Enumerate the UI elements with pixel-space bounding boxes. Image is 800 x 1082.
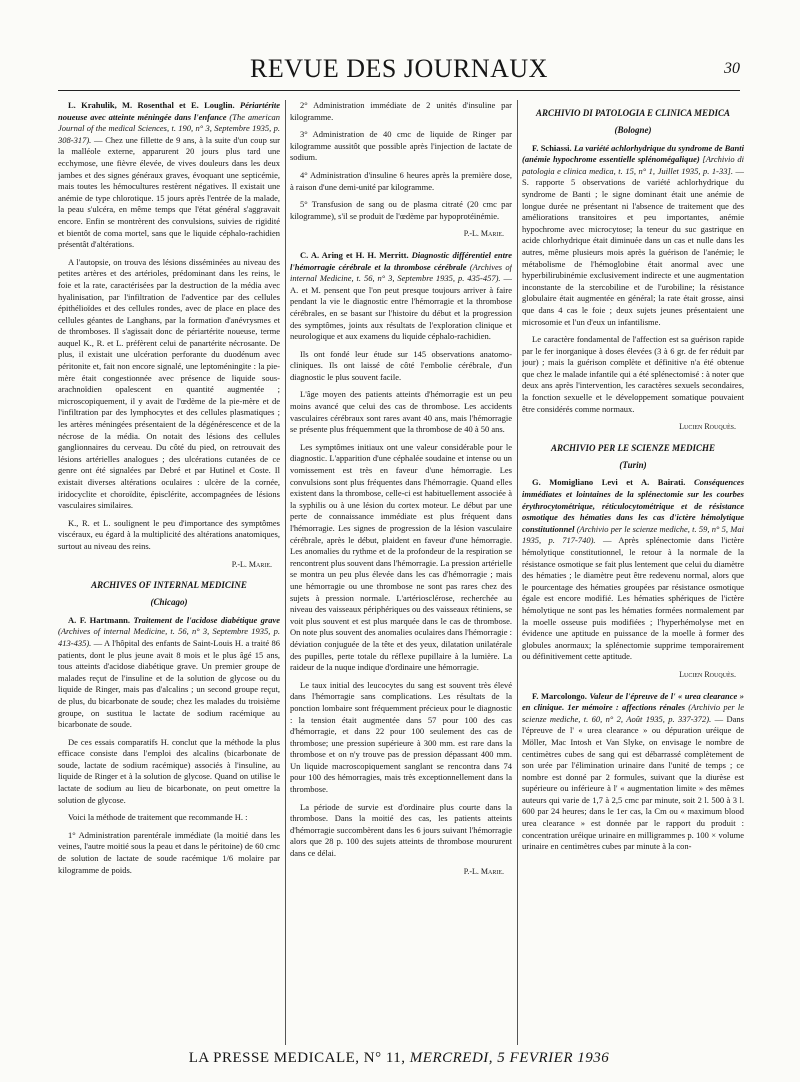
article-text: — A l'hôpital des enfants de Saint-Louis H. a traité 86 patients, dont le plus jeune avait 8 mois et le plus âgé 15 ans, tous atteints d'acidose diabétique grave. Un premier groupe de malades reçut de l'insuline et de la solution de glycose ou du liquide de Ringer, mais pas d'alcalins ; un second groupe reçut, de plus, du bicarbonate de soude; chez les malades du troisième groupe, on sustitua le lactate de sodium racémique au bicarbonate de soude. <box>58 637 280 730</box>
article-title: Diagnostic différentiel entre l'hémorragie cérébrale et la thrombose cérébrale <box>290 249 512 272</box>
journal-heading: ARCHIVIO PER LE SCIENZE MEDICHE <box>550 442 716 453</box>
article-text: — Dans l'épreuve de l' « urea clearance » ou dépuration uréique de Möller, Mac Intosh et Van Slyke, on envisage le nombre de centimètres cubes de sang qui est débarrassé complètement de son urée par l'élimination urinaire dans l'unité de temps ; ce nombre est donné par 2 formules, suivant que la diurèse est supérieure ou inférieure à l' « augmentation limite » des mêmes auteurs qui varie de 1,7 à 2,5 cmc par minute, soit 2 l. 500 à 3 l. 600 par 24 heures; dans le 1er cas, la Cm ou « maximum blood urea clearance » est donnée par le rapport du produit : concentration uréique urinaire en milligrammes p. 100 × volume urinaire en centimètres cubes par minute à la con- <box>522 713 744 852</box>
article-paragraph: Voici la méthode de traitement que recommande H. : <box>68 812 248 823</box>
column-3 <box>522 100 744 1045</box>
article-paragraph: Le taux initial des leucocytes du sang est souvent très élevé dans l'hémorragie sans complications. Les résultats de la ponction lombaire sont fréquemment précieux pour le diagnostic : la tension était augmentée dans 57 pour 100 des cas d'hémorragie, et dans 22 pour 100 seulement des cas de thrombose; une pression supérieure à 300 mm. est rare dans la thrombose et on n'y trouve pas de pression dépassant 400 mm. Un liquide macroscopiquement sanglant se rencontra dans 74 pour 100 des hémorragies, mais très exceptionnellement dans la thrombose. <box>290 679 512 795</box>
footer-date: MERCREDI, 5 FEVRIER 1936 <box>409 1050 610 1066</box>
column-2 <box>290 100 512 1045</box>
article-authors: C. A. Aring et H. H. Merritt. <box>300 249 409 260</box>
page-number: 30 <box>724 60 740 77</box>
article-paragraph: L'âge moyen des patients atteints d'hémorragie est un peu moins avancé que celui des cas de thrombose. Les accidents vasculaires cérébraux sont rares avant 40 ans, mais l'hémorragie se présente plus fréquemment que la thrombose de 40 à 50 ans. <box>290 389 512 435</box>
page-header <box>58 54 740 92</box>
article-paragraph: La période de survie est d'ordinaire plus courte dans la thrombose. Dans la moitié des cas, les patients atteints d'hémorragie succombèrent dans les 6 jours suivant l'hémorragie alors que 28 p. 100 des sujets atteints de thrombose moururent dans ce délai. <box>290 801 512 859</box>
article-title: Périartérite noueuse avec atteinte méningée dans l'enfance <box>58 100 280 122</box>
article-marcolongo <box>522 691 744 853</box>
article-paragraph: Ils ont fondé leur étude sur 145 observations anatomo-cliniques. Ils ont laissé de côté l'embolie cérébrale, d'un diagnostic le plus souvent facile. <box>290 348 512 382</box>
journal-city: (Chicago) <box>150 597 188 608</box>
journal-heading: ARCHIVIO DI PATOLOGIA E CLINICA MEDICA <box>536 108 730 118</box>
article-authors: L. Krahulik, M. Rosenthal et E. Louglin. <box>68 100 235 110</box>
article-title: Traitement de l'acidose diabétique grave <box>133 614 280 625</box>
page-footer <box>58 1050 740 1067</box>
article-authors: F. Schiassi. <box>532 142 572 153</box>
column-1 <box>58 100 280 1045</box>
article-krahulik <box>58 100 280 251</box>
article-signature: P.-L. Marie. <box>463 866 504 876</box>
article-title: Valeur de l'épreuve de l' « urea clearance » en clinique. 1er mémoire : affections rénales <box>522 690 744 713</box>
article-reference: (Archivio per le scienze mediche, t. 60, n° 2, Août 1935, p. 337-372). <box>522 702 744 724</box>
columns <box>58 100 744 1045</box>
treatment-step: 2° Administration immédiate de 2 unités d'insuline par kilogramme. <box>290 100 512 122</box>
journal-city: (Bologne) <box>614 125 652 135</box>
article-paragraph: A l'autopsie, on trouva des lésions disséminées au niveau des petites artères et des artérioles, prédominant dans les reins, le foie et la rate, caractérisées par la destruction de la média avec hyalinisation, par l'infiltration de l'adventice par des cellules épithélioïdes et des cellules rondes, avec de place en place des cellules géantes de Langhans, par la formation d'anévrysmes et de thromboses. Il s'agissait donc de périartérite noueuse, terme auquel K., R. et L. préfèrent celui de panartérite nécrosante. De plus, il existait une ulcération perforante du duodénum avec péritonite et, fait non encore signalé, une leptoméningite : la pie-mère était congestionnée avec présence de liquide sous-arachnoïdien opalescent en quantité augmentée ; microscopiquement, il y avait de l'œdème de la pie-mère et de l'infiltration par des lymphocytes et des cellules plasmatiques ; les artères méningées présentaient de la dégénérescence et de la nécrose de la média. On notait des lésions des cellules ganglionnaires du cerveau. Du côté du pied, on retrouvait des lésions artérielles analogues ; des ulcérations cutanées de ce genre ont été signalées par Debré et par Hutinel et Coste. Il existait diverses altérations oculaires : ulcère de la cornée, iridocyclite et choroïdite, épisclérite, accompagnées de lésions vasculaires similaires. <box>58 256 280 511</box>
article-authors: G. Momigliano Levi et A. Bairati. <box>532 477 686 488</box>
article-signature: P.-L. Marie. <box>463 229 504 239</box>
article-paragraph: K., R. et L. soulignent le peu d'importance des symptômes viscéraux, eu égard à la multiplicité des altérations anatomiques, surtout au niveau des reins. <box>58 517 280 551</box>
header-rule <box>58 90 740 91</box>
article-text: — Après splénectomie dans l'ictère hémolytique constitutionnel, le retour à la normale de la résistance osmotique se fait plus lentement que celui du diamètre des hématies ; le diamètre peut être redevenu normal, alors que le pourcentage des hématies groupées par résistance osmotique égale est encore modifié. Les hématies sphériques de l'ictère hémolytique ne sont pas les hématies formées normalement par la moelle osseuse puis modifiées ; l'hyperhémolyse met en évidence une aptitude en puissance de la moelle à former des globules anormaux; la splénectomie supprime temporairement ou définitivement cette aptitude. <box>522 535 744 662</box>
footer-journal: LA PRESSE MEDICALE, N° 11, <box>188 1050 406 1066</box>
article-reference: (The american Journal of the medical Sciences, t. 190, n° 3, Septembre 1935, p. 308-317). <box>58 111 280 145</box>
article-signature: Lucien Rouquès. <box>679 669 736 679</box>
treatment-step: 3° Administration de 40 cmc de liquide de Ringer par kilogramme aussitôt que possible après l'injection de lactate de sodium. <box>290 129 512 163</box>
article-paragraph: Les symptômes initiaux ont une valeur considérable pour le diagnostic. L'apparition d'une céphalée soudaine et intense ou un vomissement est très en faveur d'une hémorragie. Les convulsions sont plus fréquentes dans l'hémorragie. Quand elles existent dans la thrombose, celle-ci est habituellement associée à la syphilis ou à une lésion du cortex moteur. Le début par une perte de connaissance immédiate est plus fréquent dans l'hémorragie. Les signes de progression de la lésion vasculaire cérébrale, après le début, plaident en faveur d'une hémorragie. Les anomalies du rythme et de la profondeur de la respiration se rencontrent plus souvent dans l'hémorragie. La pression artérielle se montra un peu plus élevée dans les cas d'hémorragie ; mais une hémorragie ou une thrombose ne sont pas rares chez des sujets à pression normale. L'artériosclérose, recherchée au niveau des vaisseaux périphériques ou des vaisseaux rétiniens, se voit plus souvent et est plus marquée dans le cas de thrombose. On note plus souvent des anomalies oculaires dans l'hémorragie : déviation conjuguée de la tête et des yeux, dilatation unilatérale des pupilles, perte totale du réflexe pupillaire à la lumière. La raideur de la nuque indique d'ordinaire une hémorragie. <box>290 441 512 673</box>
article-reference: [Archivio di patologia e clinica medica, t. 15, n° 1, Juillet 1935, p. 1-33]. <box>522 154 744 176</box>
article-reference: (Archives of internal Medicine, t. 56, n° 3, Septembre 1935, p. 413-435). <box>58 626 280 648</box>
article-signature: P.-L. Marie. <box>231 559 272 569</box>
journal-heading: ARCHIVES OF INTERNAL MEDICINE <box>91 580 247 591</box>
article-schiassi <box>522 143 744 329</box>
article-paragraph: 1° Administration parentérale immédiate (la moitié dans les veines, l'autre moitié sous la peau et dans le péritoine) de 60 cmc de solution de lactate de soude racémique 1/6 molaire par kilogramme de poids. <box>58 829 280 875</box>
treatment-step: 4° Administration d'insuline 6 heures après la première dose, à raison d'une demi-unité par kilogramme. <box>290 169 512 192</box>
article-signature: Lucien Rouquès. <box>679 422 736 432</box>
article-authors: F. Marcolongo. <box>532 690 587 701</box>
article-reference: (Archivio per le scienze mediche, t. 59, n° 5, Mai 1935, p. 717-740). <box>522 523 744 546</box>
article-text: — S. rapporte 5 observations de variété achlorhydrique du syndrome de Banti ; le signe dominant était une anémie de longue durée ne présentant ni l'absence de traitement que des améliorations transitoires et peu importantes, anémie hypochrome avec microcytose; la teneur du suc gastrique en acide chlorhydrique était diminuée dans un cas et nulle dans les autres, même plusieurs mois après la guérison de l'anémie; le métabolisme de l'hémoglobine était anormal avec une hyperbilirubinémie exclusivement indirecte et une augmentation inconstante de la stercobiline et de l'urobiline; la résistance globulaire était augmentée en général; la rate était grosse, ainsi que dans 4 cas le foie ; deux sujets jeunes présentaient une microsomie et l'un d'eux un infantilisme. <box>522 165 744 327</box>
journal-city: (Turin) <box>619 459 647 470</box>
article-paragraph: De ces essais comparatifs H. conclut que la méthode la plus efficace consiste dans l'emploi des alcalins (bicarbonate de soude, lactate de sodium racémique) associés à l'insuline, au liquide de Ringer et à la solution de glycose. Quand on utilise le lactate de sodium au lieu de bicarbonate, on peut omettre la solution de glycose. <box>58 736 280 805</box>
article-reference: (Archives of internal Medicine, t. 56, n° 3, Septembre 1935, p. 435-457). <box>290 261 512 284</box>
treatment-step: 5° Transfusion de sang ou de plasma citraté (20 cmc par kilogramme), s'il se produit de l'œdème par hypoprotéinémie. <box>290 199 512 221</box>
section-title: REVUE DES JOURNAUX <box>250 54 548 83</box>
article-hartmann <box>58 615 280 731</box>
article-text: — A. et M. pensent que l'on peut presque toujours arriver à faire pendant la vie le diagnostic entre l'hémorragie et la thrombose cérébrales, en se basant sur l'histoire du début et la progression des symptômes, joints aux résultats de l'exploration clinique et neurologique et aux examens du liquide céphalo-rachidien. <box>290 273 512 342</box>
article-title: La variété achlorhydrique du syndrome de Banti (anémie hypochrome essentielle splénomégalique) <box>522 142 744 165</box>
article-aring-merritt <box>290 250 512 343</box>
article-momigliano <box>522 477 744 663</box>
article-authors: A. F. Hartmann. <box>68 614 131 625</box>
article-title: Conséquences immédiates et lointaines de la splénectomie sur les courbes érythrocytométrique, réticulocytométrique et de résistance osmotique des hématies dans les cas d'ictère hémolytique constitutionnel <box>522 477 744 534</box>
article-text: — Chez une fillette de 9 ans, à la suite d'un coup sur la malléole externe, apparurent 20 jours plus tard une ecchymose, une fièvre élevée, de vives douleurs dans les deux jambes et des signes généraux graves, évoquant une septicémie, mais toutes les hémocultures restèrent négatives. Il existait une anémie de type chlorotique. 15 jours après l'entrée de la malade, la peau s'ulcéra, en même temps que l'état général s'aggravait encore. Enfin se montrèrent des convulsions, suivies de rigidité et bientôt de coma mortel, sans que le liquide céphalo-rachidien présentât d'altérations. <box>58 134 280 250</box>
article-paragraph: Le caractère fondamental de l'affection est sa guérison rapide par le fer inorganique à doses élevées (3 à 6 gr. de fer réduit par jour) ; mais la guérison complète et définitive n'a été obtenue que chez le malade infantile qui a été splénectomisé : à noter que deux ans après l'intervention, les caractères sexuels secondaires, la fonction sexuelle et le développement somatique pouvaient être considérés comme normaux. <box>522 334 744 414</box>
